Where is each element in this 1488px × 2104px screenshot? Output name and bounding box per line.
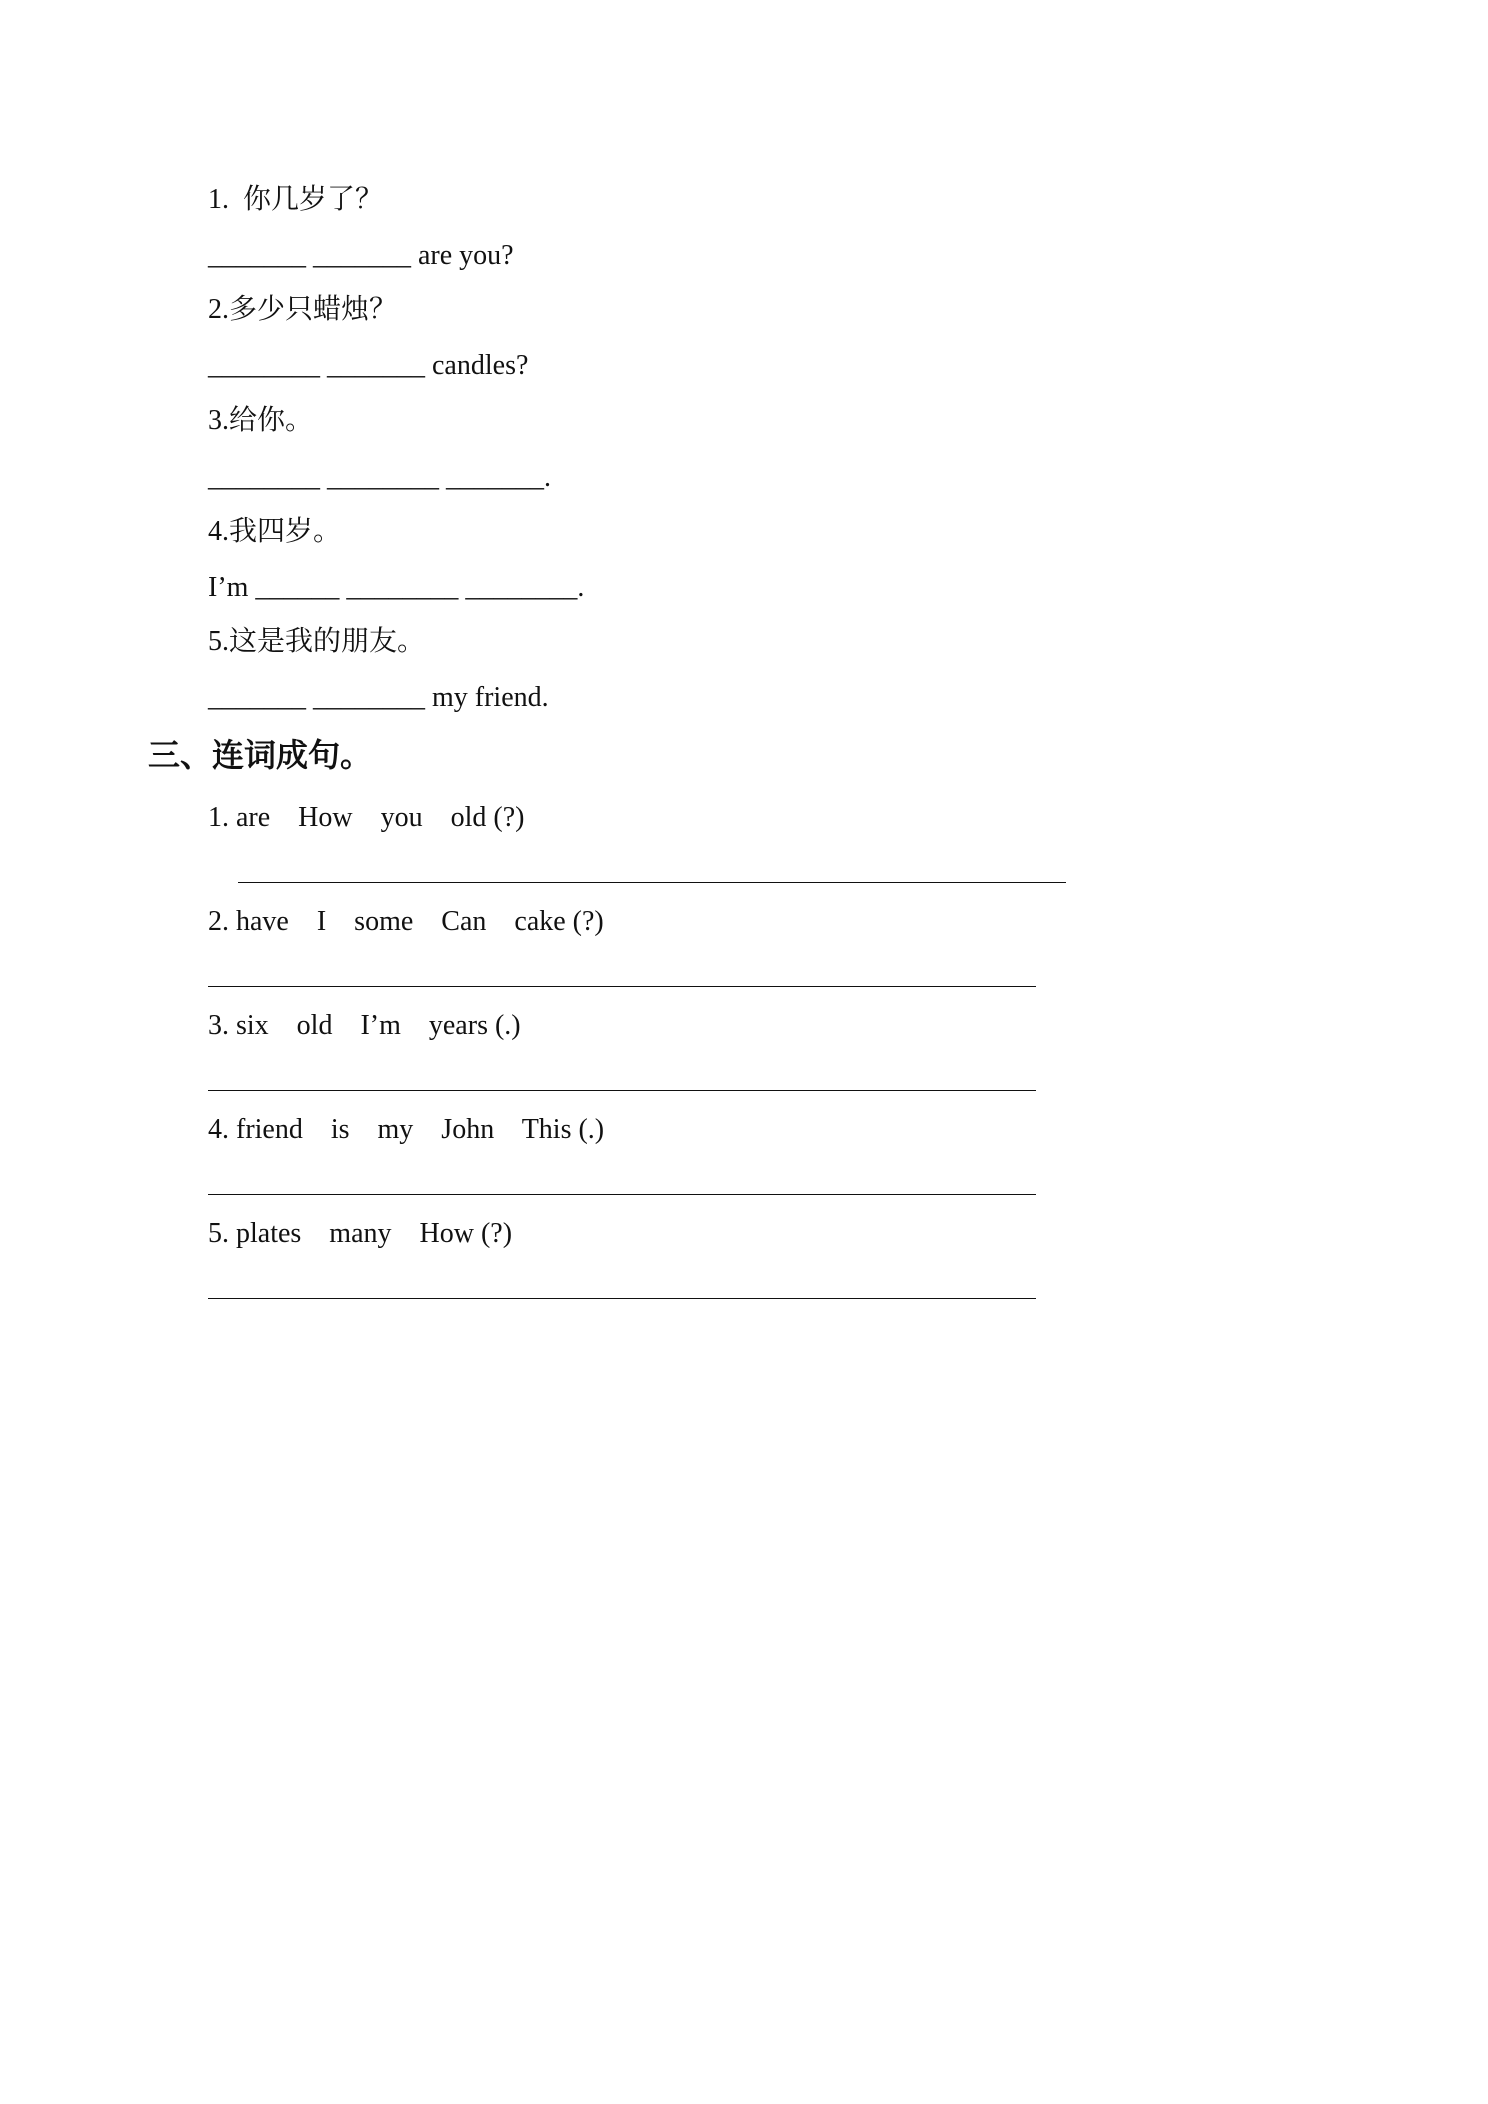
question-4-answer-line[interactable]: I’m ______ ________ ________. (208, 572, 585, 603)
question-1-answer-line[interactable]: _______ _______ are you? (208, 240, 514, 271)
reorder-item-3-answer-line[interactable] (208, 1090, 1036, 1091)
reorder-item-1-words: 1. are How you old (?) (208, 802, 525, 833)
reorder-item-2-words: 2. have I some Can cake (?) (208, 906, 604, 937)
question-3-prompt: 3.给你。 (208, 405, 314, 436)
reorder-item-3-words: 3. six old I’m years (.) (208, 1010, 521, 1041)
reorder-item-5-words: 5. plates many How (?) (208, 1218, 513, 1249)
question-2-prompt: 2.多少只蜡烛？ (208, 294, 398, 325)
question-2-answer-line[interactable]: ________ _______ candles? (208, 350, 529, 381)
question-5-answer-line[interactable]: _______ ________ my friend. (208, 682, 549, 713)
reorder-item-1-answer-line[interactable] (238, 882, 1066, 883)
section-title: 三、连词成句。 (148, 736, 373, 774)
question-5-prompt: 5.这是我的朋友。 (208, 626, 426, 657)
reorder-item-5-answer-line[interactable] (208, 1298, 1036, 1299)
question-3-answer-line[interactable]: ________ ________ _______. (208, 462, 551, 493)
reorder-item-4-answer-line[interactable] (208, 1194, 1036, 1195)
reorder-item-2-answer-line[interactable] (208, 986, 1036, 987)
question-4-prompt: 4.我四岁。 (208, 516, 342, 547)
reorder-item-4-words: 4. friend is my John This (.) (208, 1114, 605, 1145)
question-1-prompt: 1. 你几岁了？ (208, 184, 384, 215)
